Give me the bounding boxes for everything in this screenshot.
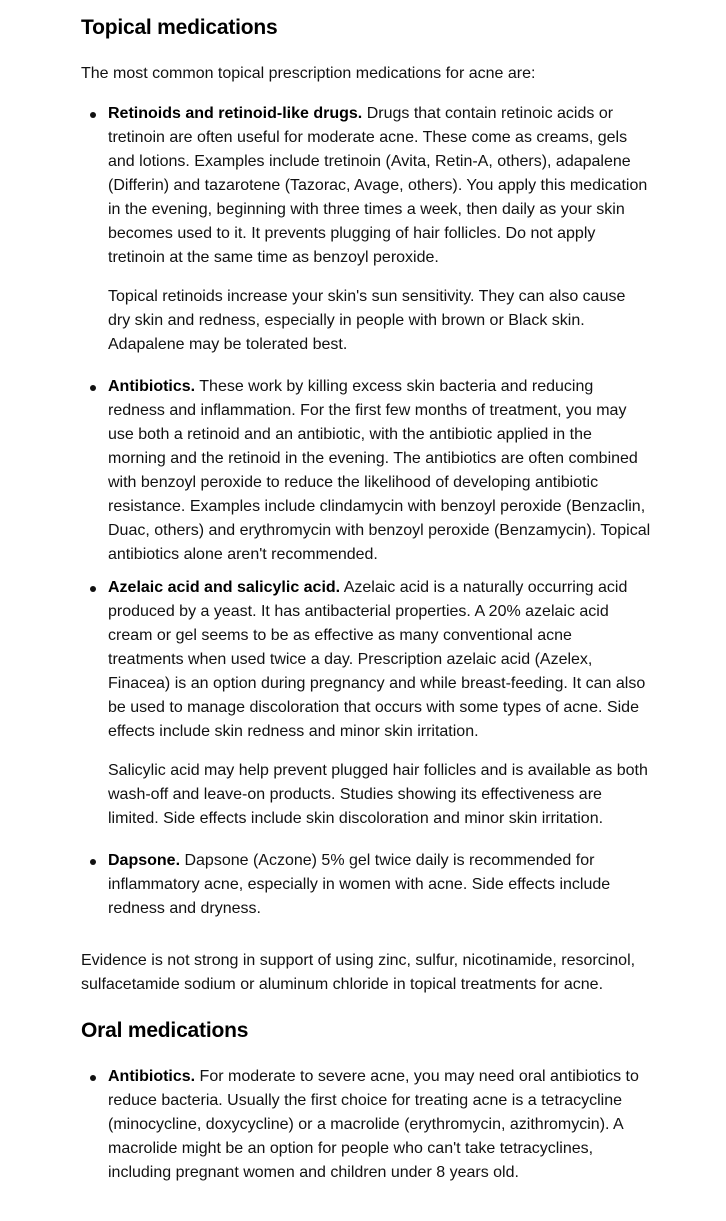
list-item-azelaic-salicylic	[81, 576, 651, 831]
list-item-text	[108, 102, 651, 270]
oral-medication-list	[81, 1065, 651, 1185]
list-item-title: Antibiotics.	[108, 1068, 196, 1085]
list-item-antibiotics	[81, 375, 651, 567]
bullet-icon	[90, 112, 96, 118]
list-item-body: These work by killing excess skin bacteria and reducing redness and inflammation. For the first few months of treatment, you may use both a retinoid and an antibiotic, with the antibiotic applied in the morning and the retinoid in the evening. The antibiotics are often combined with benzoyl peroxide to reduce the likelihood of developing antibiotic resistance. Examples include clindamycin with benzoyl peroxide (Benzaclin, Duac, others) and erythromycin with benzoyl peroxide (Benzamycin). Topical antibiotics alone aren't recommended.	[108, 378, 651, 563]
topical-closing-paragraph: Evidence is not strong in support of using zinc, sulfur, nicotinamide, resorcinol, sulfacetamide sodium or aluminum chloride in topical treatments for acne.	[81, 952, 636, 993]
section-heading-oral: Oral medications	[81, 1019, 249, 1042]
list-item-extra: Topical retinoids increase your skin's sun sensitivity. They can also cause dry skin and redness, especially in people with brown or Black skin. Adapalene may be tolerated best.	[108, 288, 626, 353]
list-item-body: Drugs that contain retinoic acids or tretinoin are often useful for moderate acne. These come as creams, gels and lotions. Examples include tretinoin (Avita, Retin-A, others), adapalene (Differin) and tazarotene (Tazorac, Avage, others). You apply this medication in the evening, beginning with three times a week, then daily as your skin becomes used to it. It prevents plugging of hair follicles. Do not apply tretinoin at the same time as benzoyl peroxide.	[108, 105, 648, 266]
list-item-title: Retinoids and retinoid-like drugs.	[108, 105, 363, 122]
bullet-icon	[90, 1075, 96, 1081]
topical-intro: The most common topical prescription medications for acne are:	[81, 65, 536, 82]
section-heading-topical: Topical medications	[81, 16, 278, 39]
bullet-icon	[90, 859, 96, 865]
list-item-dapsone	[81, 849, 651, 921]
list-item-title: Antibiotics.	[108, 378, 196, 395]
bullet-icon	[90, 385, 96, 391]
list-item-body: Azelaic acid is a naturally occurring acid produced by a yeast. It has antibacterial properties. A 20% azelaic acid cream or gel seems to be as effective as many conventional acne treatments when used twice a day. Prescription azelaic acid (Azelex, Finacea) is an option during pregnancy and while breast-feeding. It can also be used to manage discoloration that occurs with some types of acne. Side effects include skin redness and minor skin irritation.	[108, 579, 646, 740]
list-item-text	[108, 1065, 651, 1185]
list-item-title: Azelaic acid and salicylic acid.	[108, 579, 341, 596]
list-item-text	[108, 849, 651, 921]
topical-medication-list	[81, 102, 651, 921]
list-item-oral-antibiotics	[81, 1065, 651, 1185]
bullet-icon	[90, 586, 96, 592]
list-item-retinoids	[81, 102, 651, 357]
list-item-text	[108, 375, 651, 567]
list-item-title: Dapsone.	[108, 852, 181, 869]
list-item-body: Dapsone (Aczone) 5% gel twice daily is recommended for inflammatory acne, especially in women with acne. Side effects include redness and dryness.	[108, 852, 611, 917]
list-item-extra: Salicylic acid may help prevent plugged hair follicles and is available as both wash-off and leave-on products. Studies showing its effectiveness are limited. Side effects include skin discoloration and minor skin irritation.	[108, 762, 648, 827]
list-item-body: For moderate to severe acne, you may need oral antibiotics to reduce bacteria. Usually the first choice for treating acne is a tetracycline (minocycline, doxycycline) or a macrolide (erythromycin, azithromycin). A macrolide might be an option for people who can't take tetracyclines, including pregnant women and children under 8 years old.	[108, 1068, 639, 1181]
list-item-text	[108, 576, 651, 744]
